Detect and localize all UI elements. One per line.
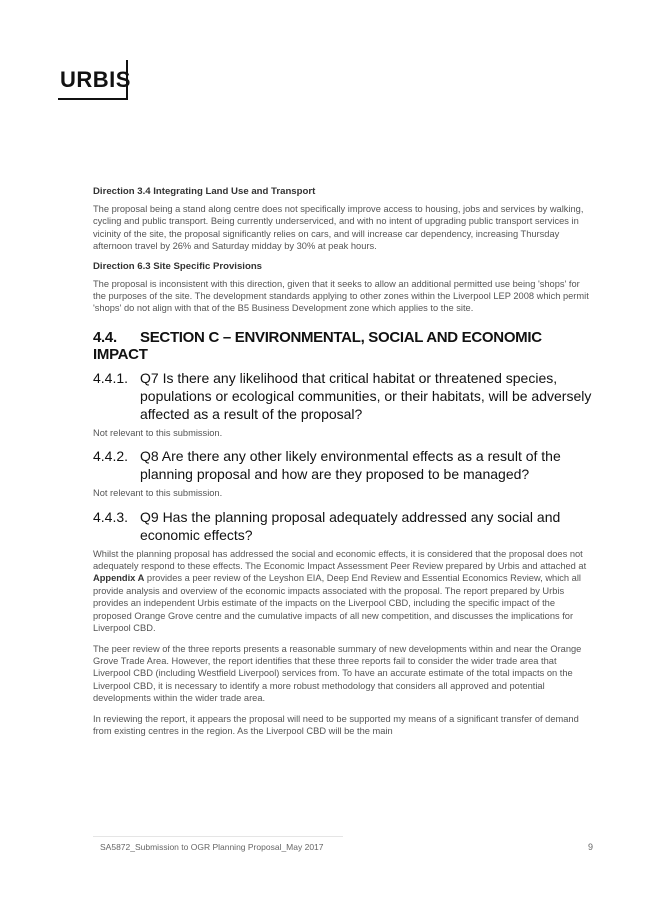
q9-p1-before: Whilst the planning proposal has addressed the social and economic effects, it is considered that the proposal does not adequately respond to these effects. The Economic Impact Assessment Peer Review prepared by Urbis and attached at [93,548,587,572]
footer-document-ref: SA5872_Submission to OGR Planning Proposal_May 2017 [100,842,324,852]
logo-frame-line [58,98,128,100]
question-heading-q9 [93,508,593,544]
paragraph-transport: The proposal being a stand along centre does not specifically improve access to housing, jobs and services by walking, cycling and public transport. Being currently underserviced, and with no intent of upgrading public transport services in vicinity of the site, the proposal significantly relies on cars, and will increase car dependency, increasing Thursday afternoon travel by 26% and Saturday midday by 30% at peak hours. [93,204,584,252]
page-number: 9 [587,842,593,852]
q7-body: Not relevant to this submission. [93,427,223,438]
q7-title: Q7 Is there any likelihood that critical habitat or threatened species, populations or ecological communities, or their habitats, will be adversely affected as a result of the proposal? [140,369,592,422]
footer-divider [93,836,343,837]
q9-title: Q9 Has the planning proposal adequately addressed any social and economic effects? [140,508,561,543]
question-heading-q7 [93,369,593,423]
section-number: 4.4. [93,328,117,346]
section-heading [93,329,593,363]
question-heading-q8 [93,447,593,483]
document-body [93,186,593,745]
q9-paragraph-2: The peer review of the three reports presents a reasonable summary of new developments within and near the Orange Grove Trade Area. However, the report identifies that these three reports fail to consider the wider trade area that Liverpool CBD (including Westfield Liverpool) services from. To have an accurate estimate of the total impacts on the Liverpool CBD, it is necessary to identify a more robust methodology that considers all approved and potential developments within the wider trade area. [93,643,582,704]
paragraph-site-provisions: The proposal is inconsistent with this direction, given that it seeks to allow an additional permitted use being 'shops' for the purposes of the site. The development standards applying to other zones within the Liverpool LEP 2008 which permit 'shops' do not align with that of the B5 Business Development zone which applies to the site. [93,278,589,314]
section-title: SECTION C – ENVIRONMENTAL, SOCIAL AND ECONOMIC IMPACT [93,328,542,363]
direction-heading-3-4: Direction 3.4 Integrating Land Use and Transport [93,186,316,197]
q9-paragraph-1 [93,548,593,635]
appendix-reference: Appendix A [93,573,145,584]
direction-heading-6-3: Direction 6.3 Site Specific Provisions [93,260,263,272]
q8-body: Not relevant to this submission. [93,488,223,499]
logo-text: URBIS [60,67,131,92]
q9-paragraph-3: In reviewing the report, it appears the proposal will need to be supported my means of a significant transfer of demand from existing centres in the region. As the Liverpool CBD will be the main [93,713,579,736]
q9-number: 4.4.3. [93,508,129,525]
q9-p1-after: provides a peer review of the Leyshon EIA, Deep End Review and Essential Economics Review, which all provide analysis and overview of the economic impacts associated with the proposal. The report prepared by Urbis provides an independent Urbis estimate of the impacts on the Liverpool CBD, including the specific impact of the proposed Orange Grove centre and the cumulative impacts of all new competition, and discusses the implications for Liverpool CBD. [93,573,581,634]
q8-number: 4.4.2. [93,448,129,465]
q8-title: Q8 Are there any other likely environmental effects as a result of the planning proposal and how are they proposed to be managed? [140,448,561,483]
q7-number: 4.4.1. [93,369,129,386]
